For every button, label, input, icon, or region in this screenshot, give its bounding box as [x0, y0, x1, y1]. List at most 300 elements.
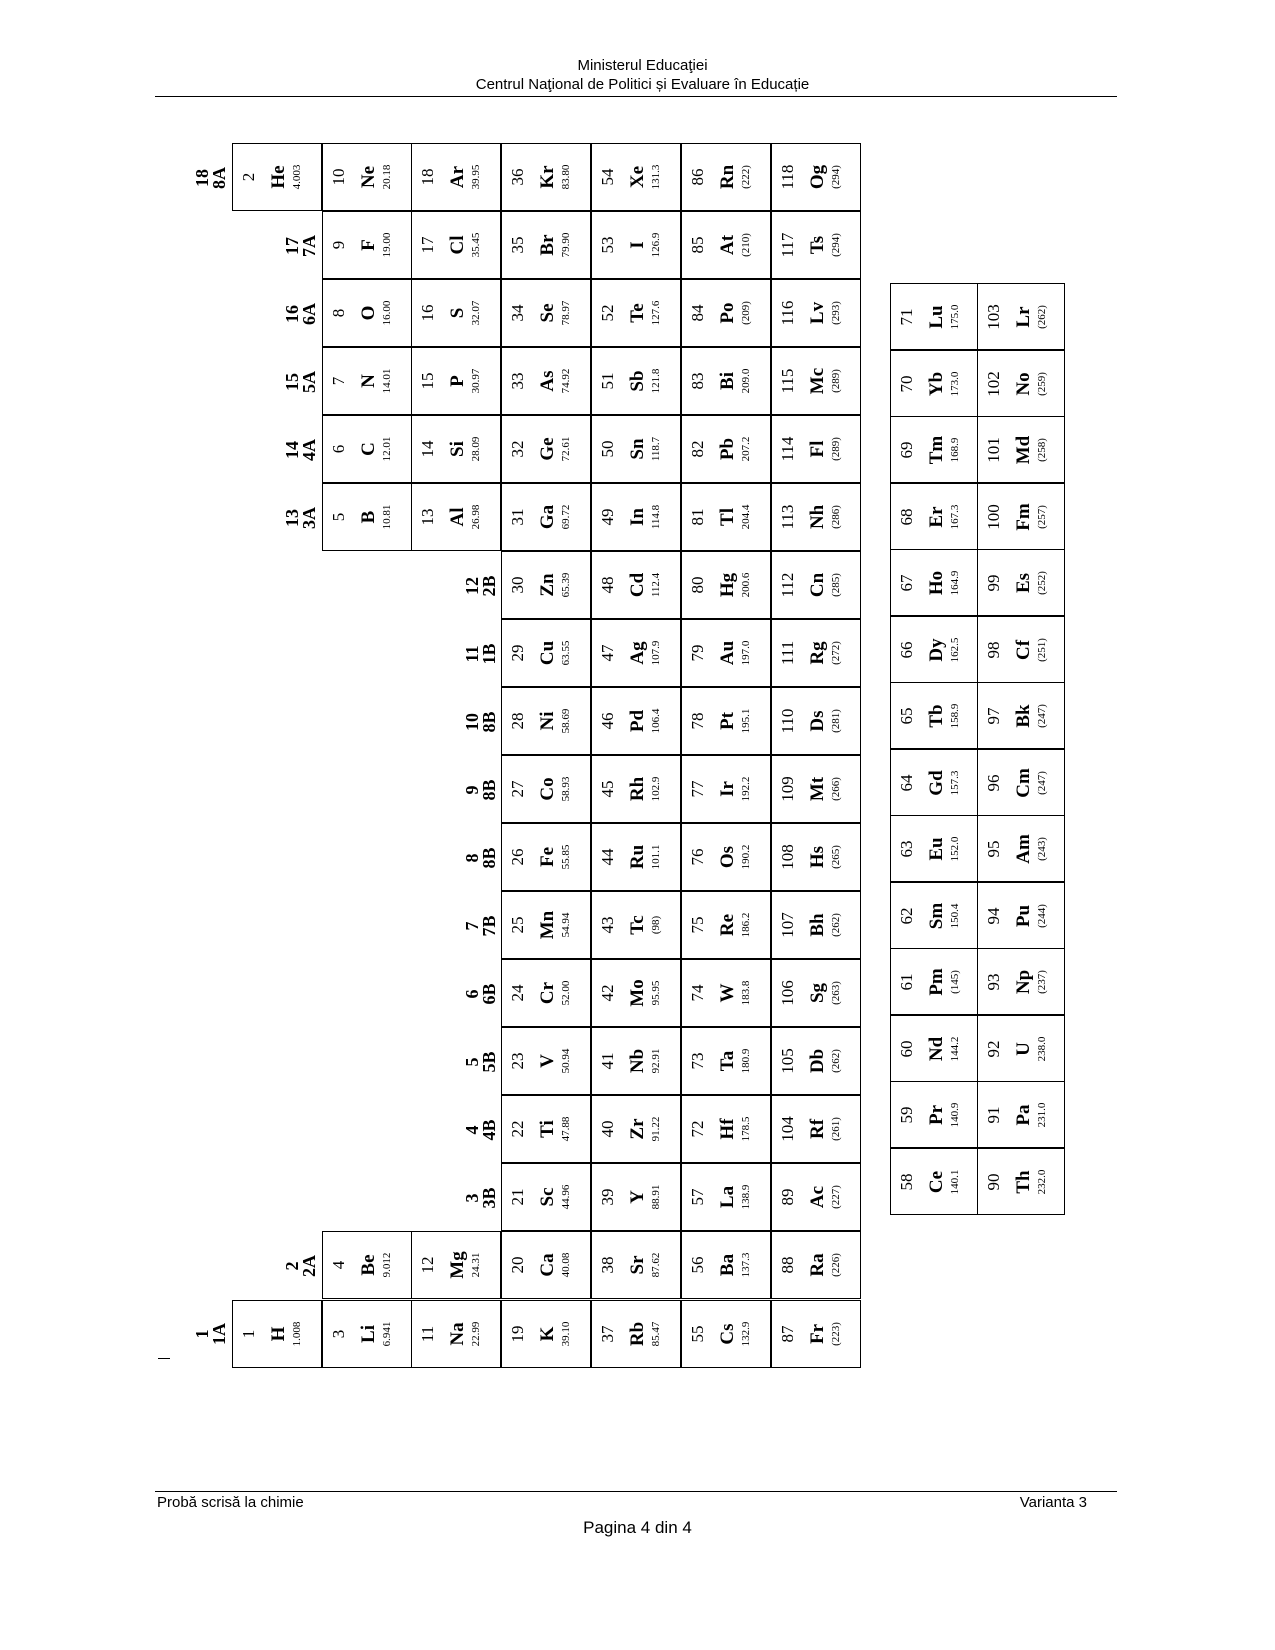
element-cell-ir — [681, 755, 771, 823]
group-header-text — [464, 1032, 498, 1092]
element-symbol: Gd — [926, 769, 947, 796]
element-symbol: Kr — [537, 165, 558, 189]
element-label-group — [890, 616, 978, 683]
element-cell-br — [501, 211, 591, 279]
element-label-group — [890, 283, 978, 350]
element-cell-po — [681, 279, 771, 347]
atomic-number: 81 — [688, 508, 707, 526]
atomic-number: 58 — [897, 1173, 916, 1190]
atomic-mass: 140.9 — [949, 1102, 961, 1127]
element-label-group — [890, 1148, 978, 1215]
element-label-group — [591, 347, 681, 415]
atomic-mass: 79.90 — [560, 232, 572, 258]
element-label-group — [591, 823, 681, 891]
atomic-number: 88 — [778, 1256, 797, 1274]
element-label-group — [771, 891, 861, 959]
atomic-mass: 101.1 — [650, 844, 662, 870]
element-cell-pr — [890, 1081, 978, 1148]
atomic-number: 30 — [508, 576, 527, 594]
atomic-number: 8 — [329, 308, 348, 318]
element-cell-y — [591, 1163, 681, 1231]
group-header-9 — [464, 760, 498, 820]
group-header-17 — [284, 216, 318, 276]
atomic-mass: 12.01 — [381, 436, 393, 462]
atomic-mass: 180.9 — [740, 1048, 752, 1074]
atomic-number: 84 — [688, 304, 707, 322]
atomic-number: 33 — [508, 372, 527, 390]
atomic-number: 47 — [598, 644, 617, 662]
element-cell-i — [591, 211, 681, 279]
element-label-group — [977, 749, 1065, 816]
atomic-number: 100 — [984, 503, 1003, 530]
element-label-group — [322, 1300, 412, 1368]
element-label-group — [591, 1300, 681, 1368]
atomic-mass: (222) — [740, 165, 752, 189]
atomic-mass: 39.10 — [560, 1321, 572, 1347]
element-symbol: Zn — [537, 573, 558, 597]
group-header-text — [464, 896, 498, 956]
element-cell-ca — [501, 1231, 591, 1299]
element-label-group — [681, 755, 771, 823]
group-number: 10 — [462, 713, 482, 731]
atomic-mass: 192.2 — [740, 776, 752, 802]
element-symbol: Br — [537, 234, 558, 256]
group-number: 2 — [282, 1261, 302, 1271]
element-cell-sm — [890, 882, 978, 949]
element-cell-yb — [890, 350, 978, 417]
element-label-group — [411, 415, 501, 483]
element-cell-md — [977, 416, 1065, 483]
group-header-text — [284, 284, 318, 344]
element-label-group — [501, 619, 591, 687]
atomic-mass: (294) — [830, 233, 842, 257]
atomic-mass: 158.9 — [949, 703, 961, 728]
atomic-number: 89 — [778, 1188, 797, 1206]
atomic-number: 71 — [897, 308, 916, 325]
group-header-3 — [464, 1168, 498, 1228]
element-symbol: No — [1013, 371, 1034, 396]
element-label-group — [681, 347, 771, 415]
atomic-number: 109 — [778, 776, 797, 802]
element-label-group — [890, 416, 978, 483]
atomic-number: 14 — [418, 440, 437, 458]
group-number: 1 — [192, 1329, 212, 1339]
element-cell-cn — [771, 551, 861, 619]
group-header-12 — [464, 556, 498, 616]
atomic-number: 57 — [688, 1188, 707, 1206]
atomic-number: 77 — [688, 780, 707, 798]
element-label-group — [681, 415, 771, 483]
atomic-mass: 238.0 — [1036, 1036, 1048, 1061]
element-label-group — [411, 1231, 501, 1299]
element-cell-h — [232, 1300, 322, 1368]
atomic-number: 80 — [688, 576, 707, 594]
group-number: 3 — [462, 1193, 482, 1203]
group-label: 2B — [479, 575, 499, 597]
element-label-group — [501, 551, 591, 619]
element-label-group — [771, 619, 861, 687]
element-symbol: Pb — [717, 437, 738, 461]
element-symbol: Ba — [717, 1253, 738, 1277]
element-cell-ru — [591, 823, 681, 891]
atomic-mass: (289) — [830, 369, 842, 393]
element-label-group — [501, 1095, 591, 1163]
element-label-group — [977, 1148, 1065, 1215]
element-symbol: Mc — [807, 367, 828, 395]
atomic-number: 105 — [778, 1048, 797, 1074]
atomic-number: 49 — [598, 508, 617, 526]
atomic-number: 23 — [508, 1052, 527, 1070]
element-label-group — [890, 815, 978, 882]
group-label: 1B — [479, 643, 499, 665]
element-symbol: La — [717, 1185, 738, 1209]
atomic-number: 31 — [508, 508, 527, 526]
atomic-number: 42 — [598, 984, 617, 1002]
element-label-group — [681, 891, 771, 959]
group-header-text — [464, 692, 498, 752]
atomic-number: 25 — [508, 916, 527, 934]
atomic-number: 32 — [508, 440, 527, 458]
element-label-group — [501, 1163, 591, 1231]
element-cell-eu — [890, 815, 978, 882]
element-label-group — [501, 1300, 591, 1368]
atomic-mass: 91.22 — [650, 1116, 662, 1142]
group-header-15 — [284, 352, 318, 412]
atomic-number: 97 — [984, 707, 1003, 724]
element-symbol: Sn — [627, 438, 648, 460]
atomic-mass: (257) — [1036, 504, 1048, 529]
element-label-group — [681, 551, 771, 619]
element-symbol: Rf — [807, 1118, 828, 1140]
element-label-group — [977, 1081, 1065, 1148]
element-symbol: Ar — [447, 165, 468, 189]
element-cell-mo — [591, 959, 681, 1027]
element-cell-tl — [681, 483, 771, 551]
element-cell-mc — [771, 347, 861, 415]
element-symbol: Th — [1013, 1169, 1034, 1194]
element-label-group — [681, 1095, 771, 1163]
element-symbol: Al — [447, 507, 468, 527]
atomic-mass: (293) — [830, 301, 842, 325]
atomic-mass: (286) — [830, 505, 842, 529]
element-cell-hs — [771, 823, 861, 891]
element-cell-am — [977, 815, 1065, 882]
group-number: 5 — [462, 1057, 482, 1067]
element-label-group — [890, 682, 978, 749]
element-symbol: Rb — [627, 1321, 648, 1347]
element-symbol: Be — [358, 1254, 379, 1276]
element-label-group — [977, 1015, 1065, 1082]
atomic-number: 82 — [688, 440, 707, 458]
element-label-group — [591, 483, 681, 551]
group-number: 13 — [282, 509, 302, 527]
atomic-mass: 204.4 — [740, 504, 752, 530]
group-header-11 — [464, 624, 498, 684]
element-symbol: Er — [926, 505, 947, 528]
atomic-mass: 88.91 — [650, 1184, 662, 1210]
element-symbol: Ti — [537, 1120, 558, 1138]
group-header-text — [464, 1100, 498, 1160]
atomic-number: 74 — [688, 984, 707, 1002]
footer-rule — [155, 1491, 1117, 1492]
atomic-mass: 231.0 — [1036, 1102, 1048, 1127]
element-cell-tb — [890, 682, 978, 749]
element-symbol: Mt — [807, 776, 828, 802]
element-symbol: Se — [537, 303, 558, 323]
element-symbol: Es — [1013, 572, 1034, 593]
group-header-6 — [464, 964, 498, 1024]
element-cell-nh — [771, 483, 861, 551]
element-cell-at — [681, 211, 771, 279]
element-cell-zr — [591, 1095, 681, 1163]
atomic-number: 72 — [688, 1120, 707, 1138]
atomic-mass: 144.2 — [949, 1036, 961, 1061]
element-label-group — [977, 416, 1065, 483]
element-label-group — [771, 755, 861, 823]
atomic-mass: 63.55 — [560, 640, 572, 666]
atomic-mass: 65.39 — [560, 572, 572, 598]
atomic-number: 7 — [329, 376, 348, 386]
element-cell-mn — [501, 891, 591, 959]
element-label-group — [591, 959, 681, 1027]
atomic-number: 73 — [688, 1052, 707, 1070]
atomic-number: 44 — [598, 848, 617, 866]
atomic-mass: 126.9 — [650, 232, 662, 258]
element-symbol: U — [1013, 1041, 1034, 1056]
element-symbol: At — [717, 234, 738, 256]
element-symbol: Rh — [627, 776, 648, 802]
atomic-mass: 232.0 — [1036, 1169, 1048, 1194]
atomic-mass: 173.0 — [949, 371, 961, 396]
atomic-number: 103 — [984, 303, 1003, 330]
atomic-number: 37 — [598, 1325, 617, 1343]
atomic-mass: (243) — [1036, 836, 1048, 861]
element-cell-p — [411, 347, 501, 415]
atomic-number: 117 — [778, 232, 797, 258]
atomic-number: 94 — [984, 907, 1003, 924]
element-label-group — [977, 350, 1065, 417]
element-label-group — [322, 347, 412, 415]
group-label: 2A — [299, 1255, 319, 1277]
element-symbol: Rg — [807, 641, 828, 665]
element-symbol: Np — [1013, 969, 1034, 994]
element-cell-cf — [977, 616, 1065, 683]
atomic-mass: 168.9 — [949, 437, 961, 462]
element-symbol: Sr — [627, 1255, 648, 1275]
element-cell-ac — [771, 1163, 861, 1231]
element-label-group — [681, 1163, 771, 1231]
group-number: 4 — [462, 1125, 482, 1135]
group-header-4 — [464, 1100, 498, 1160]
element-cell-pu — [977, 882, 1065, 949]
atomic-mass: (251) — [1036, 637, 1048, 662]
element-symbol: Eu — [926, 836, 947, 861]
atomic-number: 93 — [984, 973, 1003, 990]
element-symbol: Fl — [807, 440, 828, 458]
group-header-text — [464, 964, 498, 1024]
atomic-number: 27 — [508, 780, 527, 798]
atomic-mass: 35.45 — [470, 232, 482, 258]
element-label-group — [681, 211, 771, 279]
element-cell-no — [977, 350, 1065, 417]
element-label-group — [591, 619, 681, 687]
element-cell-be — [322, 1231, 412, 1299]
atomic-number: 96 — [984, 774, 1003, 791]
element-label-group — [681, 959, 771, 1027]
element-cell-sb — [591, 347, 681, 415]
element-symbol: Mn — [537, 910, 558, 940]
element-label-group — [771, 1095, 861, 1163]
group-header-text — [284, 352, 318, 412]
element-label-group — [501, 755, 591, 823]
element-cell-ti — [501, 1095, 591, 1163]
atomic-mass: 50.94 — [560, 1048, 572, 1074]
atomic-mass: 164.9 — [949, 570, 961, 595]
element-symbol: Dy — [926, 637, 947, 662]
atomic-mass: 58.93 — [560, 776, 572, 802]
element-cell-cu — [501, 619, 591, 687]
atomic-number: 69 — [897, 441, 916, 458]
atomic-mass: 114.8 — [650, 504, 662, 530]
element-cell-n — [322, 347, 412, 415]
atomic-mass: (272) — [830, 641, 842, 665]
atomic-number: 68 — [897, 508, 916, 525]
element-symbol: Cu — [537, 640, 558, 666]
element-label-group — [501, 1231, 591, 1299]
element-label-group — [411, 211, 501, 279]
atomic-mass: 16.00 — [381, 300, 393, 326]
element-symbol: C — [358, 442, 379, 456]
group-header-text — [284, 1236, 318, 1296]
element-cell-pt — [681, 687, 771, 755]
group-header-text — [284, 420, 318, 480]
element-symbol: Sm — [926, 902, 947, 929]
element-symbol: Bk — [1013, 703, 1034, 728]
element-label-group — [771, 415, 861, 483]
element-label-group — [771, 347, 861, 415]
atomic-mass: (262) — [1036, 304, 1048, 329]
atomic-number: 75 — [688, 916, 707, 934]
atomic-mass: 121.8 — [650, 368, 662, 394]
atomic-mass: (227) — [830, 1185, 842, 1209]
element-cell-sn — [591, 415, 681, 483]
element-cell-hf — [681, 1095, 771, 1163]
atomic-number: 91 — [984, 1106, 1003, 1123]
element-cell-sg — [771, 959, 861, 1027]
group-header-text — [464, 556, 498, 616]
element-label-group — [681, 687, 771, 755]
element-symbol: V — [537, 1054, 558, 1068]
element-cell-fe — [501, 823, 591, 891]
element-cell-ni — [501, 687, 591, 755]
group-number: 17 — [282, 237, 302, 255]
element-cell-nd — [890, 1015, 978, 1082]
group-number: 16 — [282, 305, 302, 323]
group-header-text — [194, 148, 228, 208]
element-symbol: Lu — [926, 304, 947, 329]
element-symbol: Fr — [807, 1323, 828, 1345]
element-cell-li — [322, 1300, 412, 1368]
group-header-text — [284, 488, 318, 548]
atomic-mass: (223) — [830, 1322, 842, 1346]
element-label-group — [890, 948, 978, 1015]
element-symbol: Ts — [807, 235, 828, 255]
element-label-group — [322, 415, 412, 483]
element-label-group — [681, 143, 771, 211]
group-number: 12 — [462, 577, 482, 595]
element-cell-fm — [977, 483, 1065, 550]
atomic-number: 51 — [598, 372, 617, 390]
atomic-number: 61 — [897, 973, 916, 990]
element-symbol: Md — [1013, 435, 1034, 464]
atomic-mass: 74.92 — [560, 368, 572, 394]
element-symbol: Si — [447, 441, 468, 457]
element-label-group — [501, 687, 591, 755]
element-label-group — [322, 143, 412, 211]
atomic-mass: (258) — [1036, 437, 1048, 462]
atomic-number: 15 — [418, 372, 437, 390]
group-label: 3B — [479, 1187, 499, 1209]
atomic-mass: 138.9 — [740, 1184, 752, 1210]
group-label: 1A — [209, 1323, 229, 1345]
footer-page-number: Pagina 4 din 4 — [583, 1518, 692, 1537]
element-label-group — [411, 483, 501, 551]
element-symbol: Tb — [926, 703, 947, 728]
element-symbol: He — [268, 165, 289, 189]
atomic-number: 114 — [778, 436, 797, 462]
atomic-number: 4 — [329, 1260, 348, 1270]
element-cell-mt — [771, 755, 861, 823]
element-label-group — [591, 1163, 681, 1231]
atomic-mass: 200.6 — [740, 572, 752, 598]
group-number: 6 — [462, 989, 482, 999]
element-label-group — [977, 815, 1065, 882]
element-symbol: O — [358, 305, 379, 321]
atomic-number: 111 — [778, 640, 797, 666]
atomic-number: 20 — [508, 1256, 527, 1274]
group-number: 14 — [282, 441, 302, 459]
atomic-number: 16 — [418, 304, 437, 322]
element-symbol: Ho — [926, 570, 947, 595]
atomic-mass: 6.941 — [381, 1321, 393, 1347]
footer-exam-title: Probă scrisă la chimie — [157, 1494, 304, 1511]
atomic-mass: 175.0 — [949, 304, 961, 329]
atomic-mass: 4.003 — [291, 164, 303, 190]
atomic-mass: 30.97 — [470, 368, 482, 394]
group-label: 6A — [299, 303, 319, 325]
atomic-mass: 14.01 — [381, 368, 393, 394]
element-cell-cr — [501, 959, 591, 1027]
atomic-number: 55 — [688, 1325, 707, 1343]
atomic-mass: (210) — [740, 233, 752, 257]
element-symbol: Fe — [537, 846, 558, 868]
atomic-mass: 19.00 — [381, 232, 393, 258]
group-header-8 — [464, 828, 498, 888]
element-symbol: Mo — [627, 979, 648, 1007]
atomic-number: 41 — [598, 1052, 617, 1070]
element-symbol: Cf — [1013, 639, 1034, 660]
atomic-mass: 52.00 — [560, 980, 572, 1006]
group-label: 6B — [479, 983, 499, 1005]
atomic-mass: 106.4 — [650, 708, 662, 734]
group-header-text — [284, 216, 318, 276]
atomic-mass: (145) — [949, 969, 961, 994]
atomic-number: 21 — [508, 1188, 527, 1206]
element-cell-lv — [771, 279, 861, 347]
element-cell-rh — [591, 755, 681, 823]
atomic-number: 92 — [984, 1040, 1003, 1057]
element-symbol: Fm — [1013, 502, 1034, 531]
